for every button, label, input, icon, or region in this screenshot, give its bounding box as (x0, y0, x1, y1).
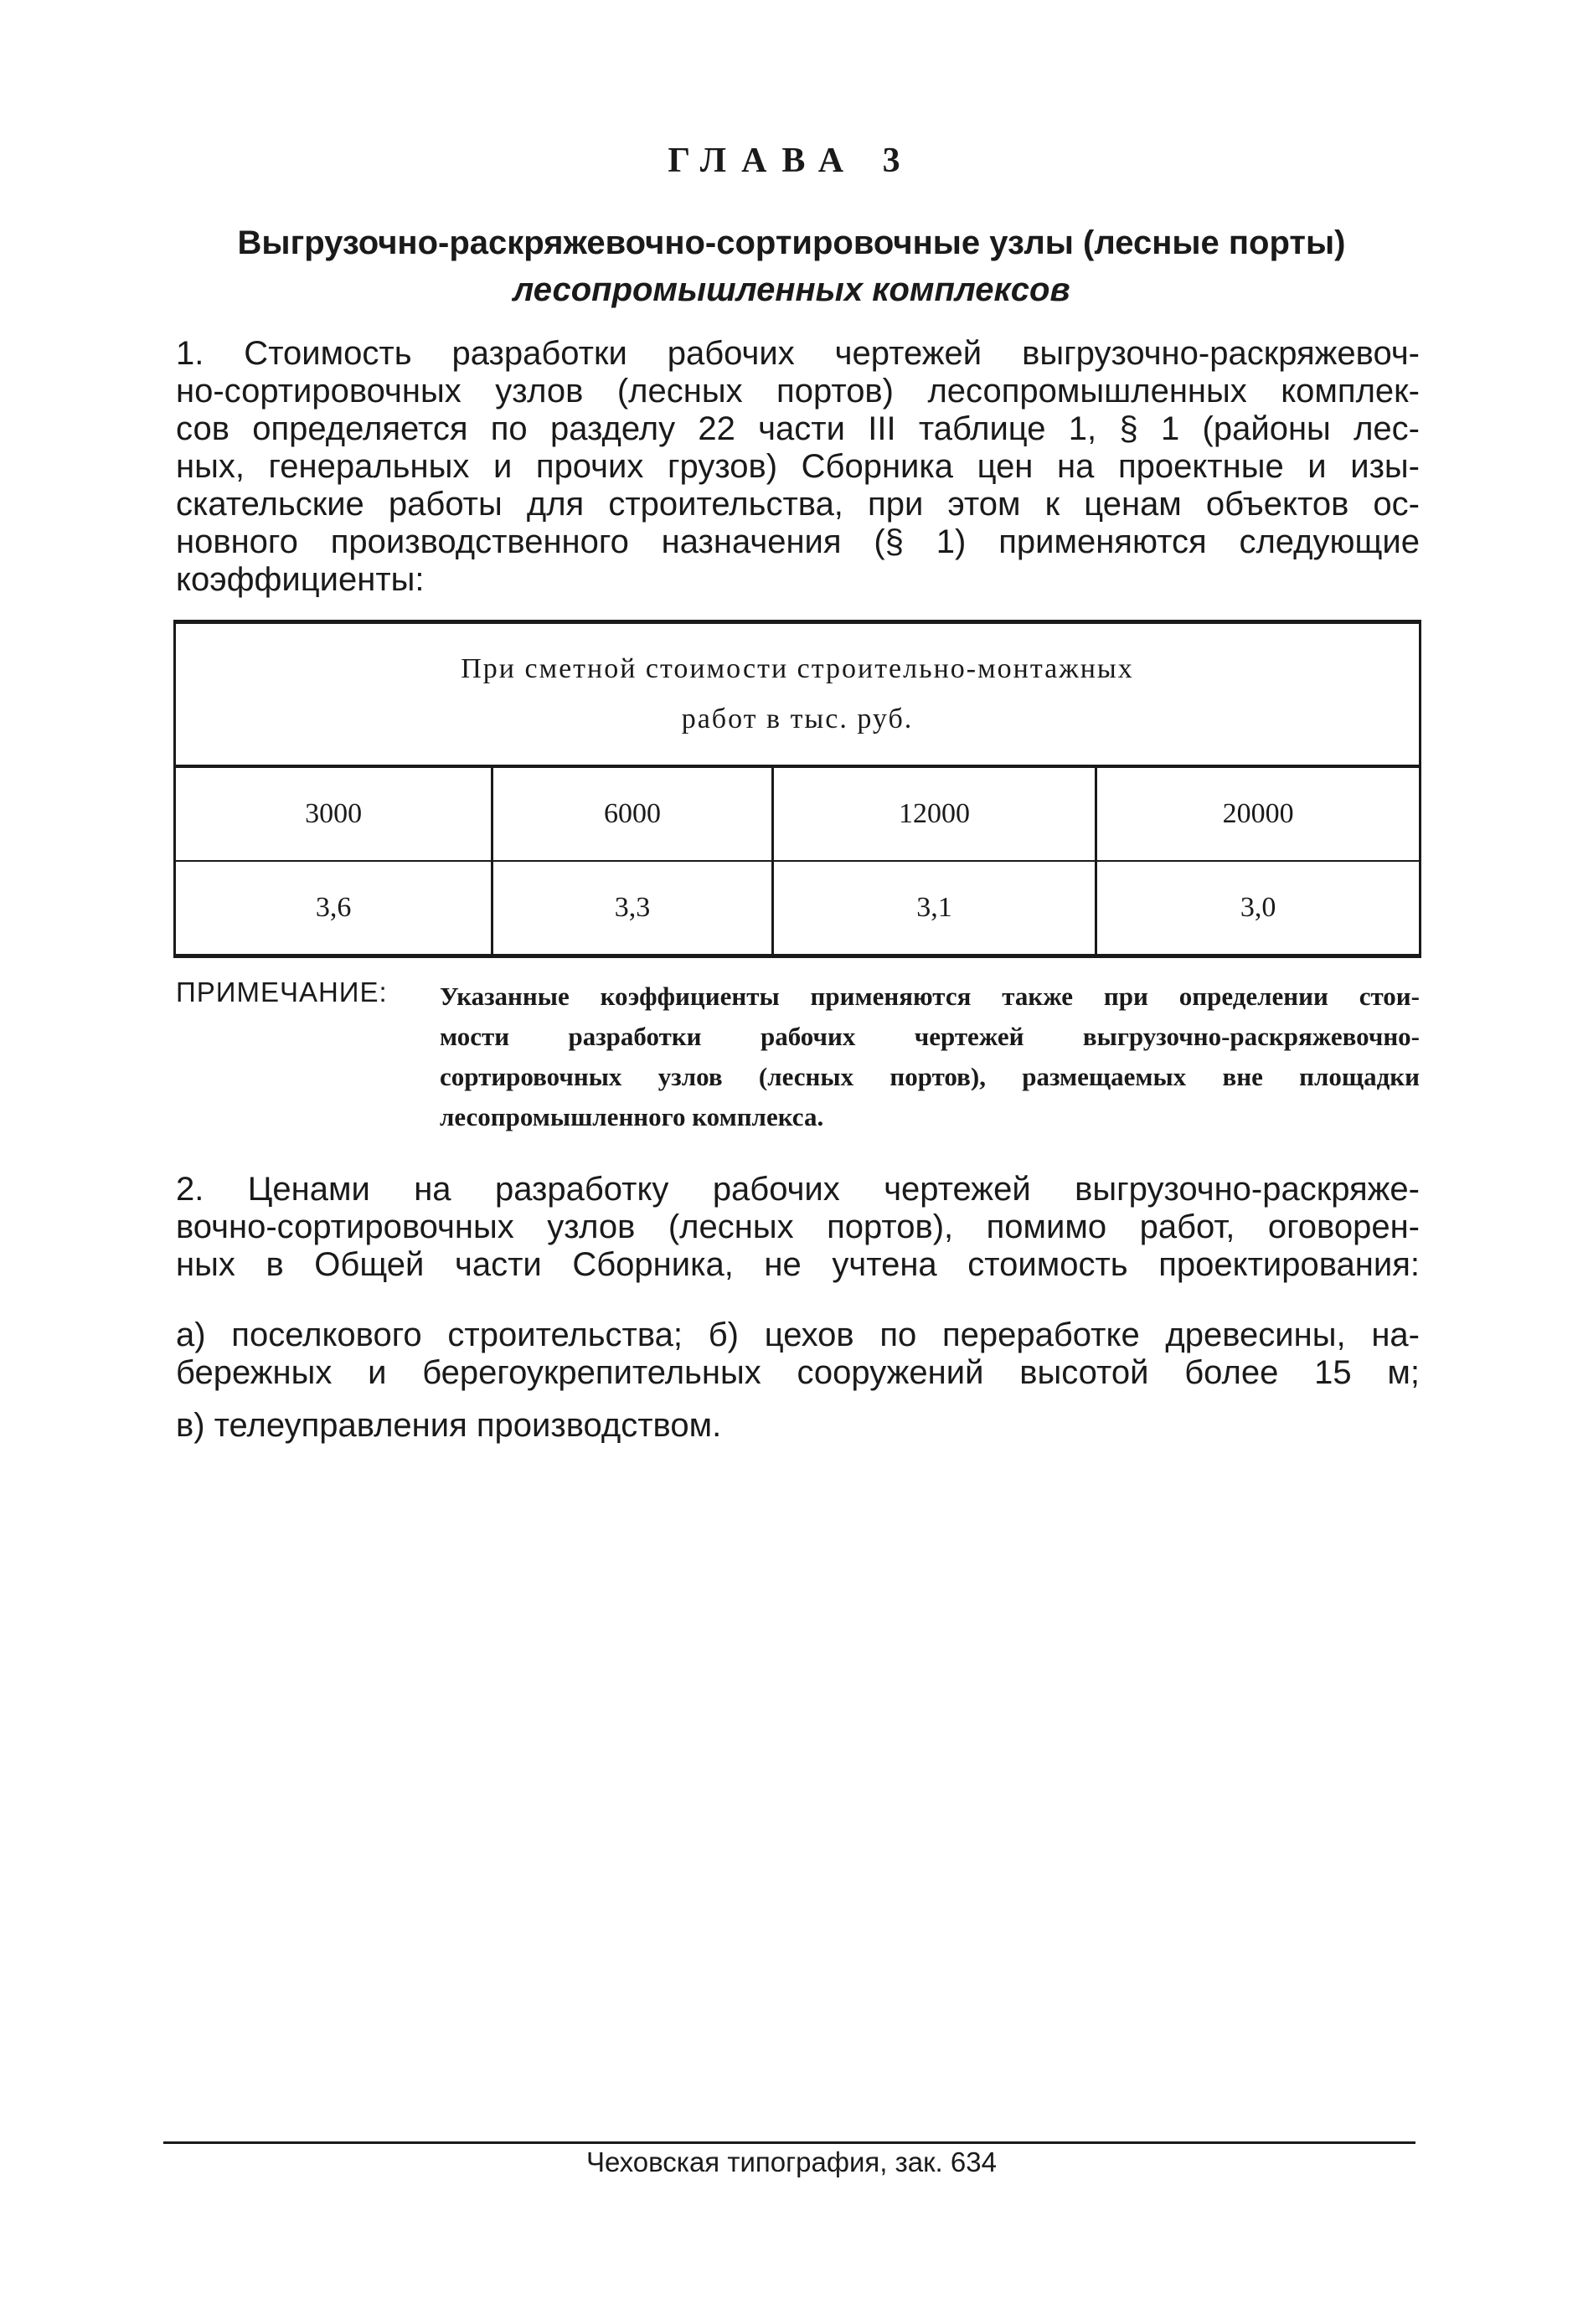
paragraph-1-line: ных, генеральных и прочих грузов) Сборника цен на проектные и изы- (176, 448, 1420, 485)
note-text (440, 976, 1420, 1137)
printer-imprint: Чеховская типография, зак. 634 (586, 2146, 997, 2177)
paragraph-4 (176, 1407, 1420, 1445)
paragraph-1 (176, 335, 1420, 599)
table-header-line2: работ в тыс. руб. (681, 703, 914, 734)
paragraph-1-line: но-сортировочных узлов (лесных портов) лесопромышленных комплек- (176, 373, 1420, 410)
paragraph-2-line: 2. Ценами на разработку рабочих чертежей выгрузочно-раскряже- (176, 1171, 1420, 1208)
table-cell-cost: 20000 (1096, 766, 1421, 861)
paragraph-1-line: коэффициенты: (176, 561, 425, 598)
table-header-cell (175, 622, 1421, 767)
table-header-line1: При сметной стоимости строительно-монтажных (461, 653, 1134, 684)
table-cell-cost: 12000 (772, 766, 1096, 861)
note-line: Указанные коэффициенты применяются также при определении стои- (440, 982, 1420, 1011)
footer-divider (163, 2141, 1415, 2144)
paragraph-4-line: в) телеуправления производством. (176, 1407, 722, 1444)
paragraph-3-line: бережных и берегоукрепительных сооружений высотой более 15 м; (176, 1354, 1420, 1391)
table-cell-coefficient: 3,3 (492, 861, 773, 956)
table-header-row (175, 622, 1421, 767)
paragraph-1-line: 1. Стоимость разработки рабочих чертежей выгрузочно-раскряжевоч- (176, 335, 1420, 372)
paragraph-2-line: ных в Общей части Сборника, не учтена стоимость проектирования: (176, 1246, 1420, 1283)
table-cell-cost: 6000 (492, 766, 773, 861)
table-row-coefficient (175, 861, 1421, 956)
table-cell-coefficient: 3,0 (1096, 861, 1421, 956)
paragraph-1-line: сов определяется по разделу 22 части III таблице 1, § 1 (районы лес- (176, 410, 1420, 447)
note-line: сортировочных узлов (лесных портов), размещаемых вне площадки (440, 1062, 1420, 1091)
table-cell-coefficient: 3,1 (772, 861, 1096, 956)
table-cell-coefficient: 3,6 (175, 861, 492, 956)
chapter-title-line1: Выгрузочно-раскряжевочно-сортировочные узлы (лесные порты) (237, 224, 1346, 261)
note-label: ПРИМЕЧАНИЕ: (176, 976, 388, 1007)
note-line: мости разработки рабочих чертежей выгрузочно-раскряжевочно- (440, 1022, 1420, 1051)
table-row-cost (175, 766, 1421, 861)
note-line: лесопромышленного комплекса. (440, 1102, 824, 1131)
paragraph-3 (176, 1317, 1420, 1392)
paragraph-3-line: а) поселкового строительства; б) цехов по переработке древесины, на- (176, 1317, 1420, 1353)
paragraph-2-line: вочно-сортировочных узлов (лесных портов), помимо работ, оговорен- (176, 1208, 1420, 1245)
paragraph-1-line: скательские работы для строительства, при этом к ценам объектов ос- (176, 486, 1420, 523)
chapter-title-line2: лесопромышленных комплексов (513, 271, 1070, 308)
paragraph-1-line: новного производственного назначения (§ 1) применяются следующие (176, 523, 1420, 560)
table-cell-cost: 3000 (175, 766, 492, 861)
coefficient-table (173, 620, 1421, 958)
chapter-heading: ГЛАВА 3 (668, 142, 915, 180)
paragraph-2 (176, 1171, 1420, 1284)
